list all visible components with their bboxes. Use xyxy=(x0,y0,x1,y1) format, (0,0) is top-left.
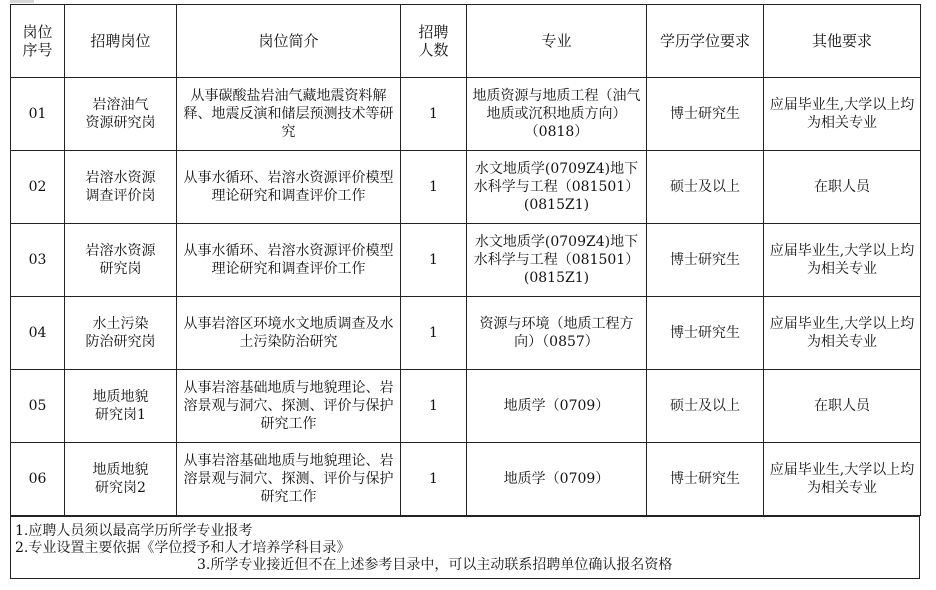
cell-major: 地质学（0709） xyxy=(467,443,647,516)
cell-count: 1 xyxy=(401,151,467,224)
cell-seq: 04 xyxy=(11,297,65,370)
cell-major: 水文地质学(0709Z4)地下水科学与工程（081501）(0815Z1) xyxy=(467,224,647,297)
cell-major: 地质学（0709） xyxy=(467,370,647,443)
cell-degree: 硕士及以上 xyxy=(647,370,764,443)
notes-section xyxy=(10,516,920,579)
cell-degree: 博士研究生 xyxy=(647,297,764,370)
cell-intro: 从事岩溶区环境水文地质调查及水土污染防治研究 xyxy=(177,297,401,370)
header-count: 招聘 人数 xyxy=(401,5,467,78)
top-edge-mark xyxy=(10,0,34,3)
cell-degree: 硕士及以上 xyxy=(647,151,764,224)
cell-other: 应届毕业生,大学以上均为相关专业 xyxy=(764,297,921,370)
cell-other: 应届毕业生,大学以上均为相关专业 xyxy=(764,224,921,297)
cell-degree: 博士研究生 xyxy=(647,443,764,516)
cell-intro: 从事碳酸盐岩油气藏地震资料解释、地震反演和储层预测技术等研究 xyxy=(177,78,401,151)
recruitment-table-page xyxy=(10,4,920,579)
header-seq: 岗位 序号 xyxy=(11,5,65,78)
table-row xyxy=(11,297,921,370)
cell-count: 1 xyxy=(401,370,467,443)
cell-other: 应届毕业生,大学以上均为相关专业 xyxy=(764,443,921,516)
cell-other: 在职人员 xyxy=(764,151,921,224)
note-line: 2.专业设置主要依据《学位授予和人才培养学科目录》 xyxy=(15,540,351,556)
note-line: 1.应聘人员须以最高学历所学专业报考 xyxy=(15,523,253,539)
table-row xyxy=(11,443,921,516)
cell-position: 水土污染 防治研究岗 xyxy=(65,297,177,370)
header-position: 招聘岗位 xyxy=(65,5,177,78)
recruitment-table xyxy=(10,4,921,516)
cell-degree: 博士研究生 xyxy=(647,224,764,297)
header-other: 其他要求 xyxy=(764,5,921,78)
cell-other: 在职人员 xyxy=(764,370,921,443)
table-row xyxy=(11,224,921,297)
cell-intro: 从事岩溶基础地质与地貌理论、岩溶景观与洞穴、探测、评价与保护研究工作 xyxy=(177,370,401,443)
note-line: 3.所学专业接近但不在上述参考目录中，可以主动联系招聘单位确认报名资格 xyxy=(197,557,673,573)
table-row xyxy=(11,78,921,151)
cell-seq: 05 xyxy=(11,370,65,443)
cell-major: 资源与环境（地质工程方向）（0857） xyxy=(467,297,647,370)
cell-position: 地质地貌 研究岗1 xyxy=(65,370,177,443)
cell-seq: 06 xyxy=(11,443,65,516)
cell-intro: 从事水循环、岩溶水资源评价模型理论研究和调查评价工作 xyxy=(177,224,401,297)
table-row xyxy=(11,370,921,443)
cell-position: 岩溶水资源 调查评价岗 xyxy=(65,151,177,224)
table-header-row xyxy=(11,5,921,78)
cell-count: 1 xyxy=(401,443,467,516)
cell-major: 地质资源与地质工程（油气地质或沉积地质方向）（0818） xyxy=(467,78,647,151)
cell-intro: 从事水循环、岩溶水资源评价模型理论研究和调查评价工作 xyxy=(177,151,401,224)
cell-count: 1 xyxy=(401,224,467,297)
cell-position: 岩溶水资源 研究岗 xyxy=(65,224,177,297)
header-major: 专业 xyxy=(467,5,647,78)
cell-position: 岩溶油气 资源研究岗 xyxy=(65,78,177,151)
cell-degree: 博士研究生 xyxy=(647,78,764,151)
header-intro: 岗位简介 xyxy=(177,5,401,78)
cell-seq: 02 xyxy=(11,151,65,224)
cell-position: 地质地貌 研究岗2 xyxy=(65,443,177,516)
cell-intro: 从事岩溶基础地质与地貌理论、岩溶景观与洞穴、探测、评价与保护研究工作 xyxy=(177,443,401,516)
cell-other: 应届毕业生,大学以上均为相关专业 xyxy=(764,78,921,151)
header-degree: 学历学位要求 xyxy=(647,5,764,78)
cell-seq: 01 xyxy=(11,78,65,151)
cell-count: 1 xyxy=(401,297,467,370)
cell-major: 水文地质学(0709Z4)地下水科学与工程（081501）(0815Z1) xyxy=(467,151,647,224)
cell-seq: 03 xyxy=(11,224,65,297)
cell-count: 1 xyxy=(401,78,467,151)
table-row xyxy=(11,151,921,224)
